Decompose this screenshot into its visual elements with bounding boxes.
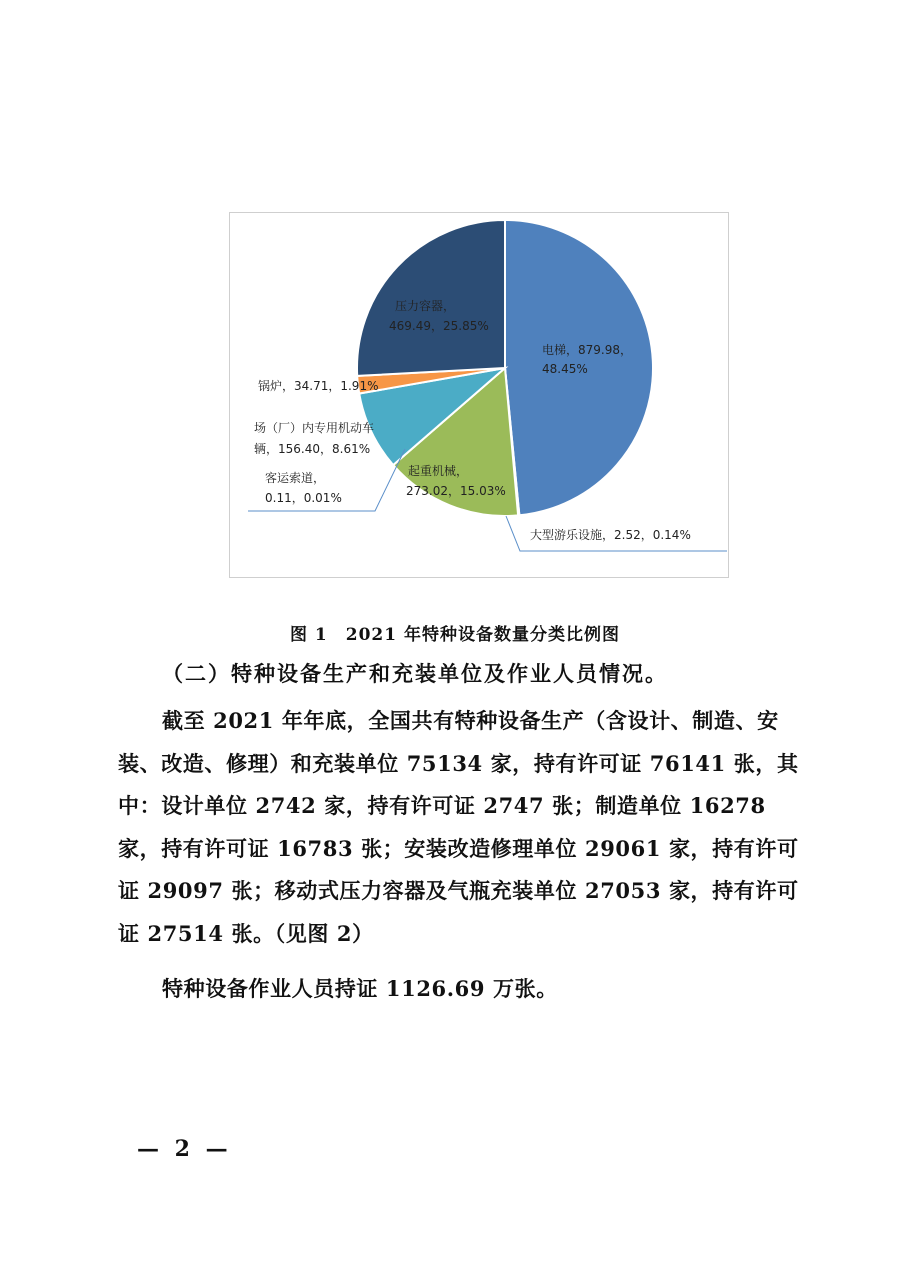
section-heading: （二）特种设备生产和充装单位及作业人员情况。: [162, 661, 668, 686]
pie-label-3-line2: 0.11，0.01%: [265, 491, 342, 505]
pie-label-4: 场（厂）内专用机动车: [254, 421, 375, 435]
pie-chart: [230, 213, 730, 579]
pie-label-2: 起重机械，: [408, 464, 469, 478]
paragraph-operators: 特种设备作业人员持证 1126.69 万张。: [162, 976, 558, 1001]
pie-label-5: 锅炉，34.71，1.91%: [258, 379, 379, 393]
pie-label-3: 客运索道，: [265, 471, 326, 485]
page-number: — 2 —: [137, 1136, 232, 1162]
pie-label-2-line2: 273.02，15.03%: [406, 484, 506, 498]
pie-label-0-line2: 48.45%: [542, 362, 588, 376]
paragraph-production-units: 截至 2021 年年底，全国共有特种设备生产（含设计、制造、安装、改造、修理）和充装单位 75134 家，持有许可证 76141 张，其中：设计单位 2742 家，持有许可证 2747 张；制造单位 16278 家，持有许可证 16783 张；安装改造修理单位 29061 家，持有许可证 29097 张；移动式压力容器及气瓶充装单位 27053 家，持有许可证 27514 张。（见图 2）: [118, 708, 799, 946]
pie-label-0: 电梯，879.98，: [542, 343, 632, 357]
pie-label-6-line2: 469.49，25.85%: [389, 319, 489, 333]
pie-label-4-line2: 辆，156.40，8.61%: [254, 442, 371, 456]
pie-chart-frame: [229, 212, 729, 578]
pie-label-1: 大型游乐设施，2.52，0.14%: [530, 528, 691, 542]
figure-caption: 图 1 2021 年特种设备数量分类比例图: [290, 625, 620, 645]
pie-label-6: 压力容器，: [395, 299, 456, 313]
pie-slice-6: [357, 220, 505, 376]
